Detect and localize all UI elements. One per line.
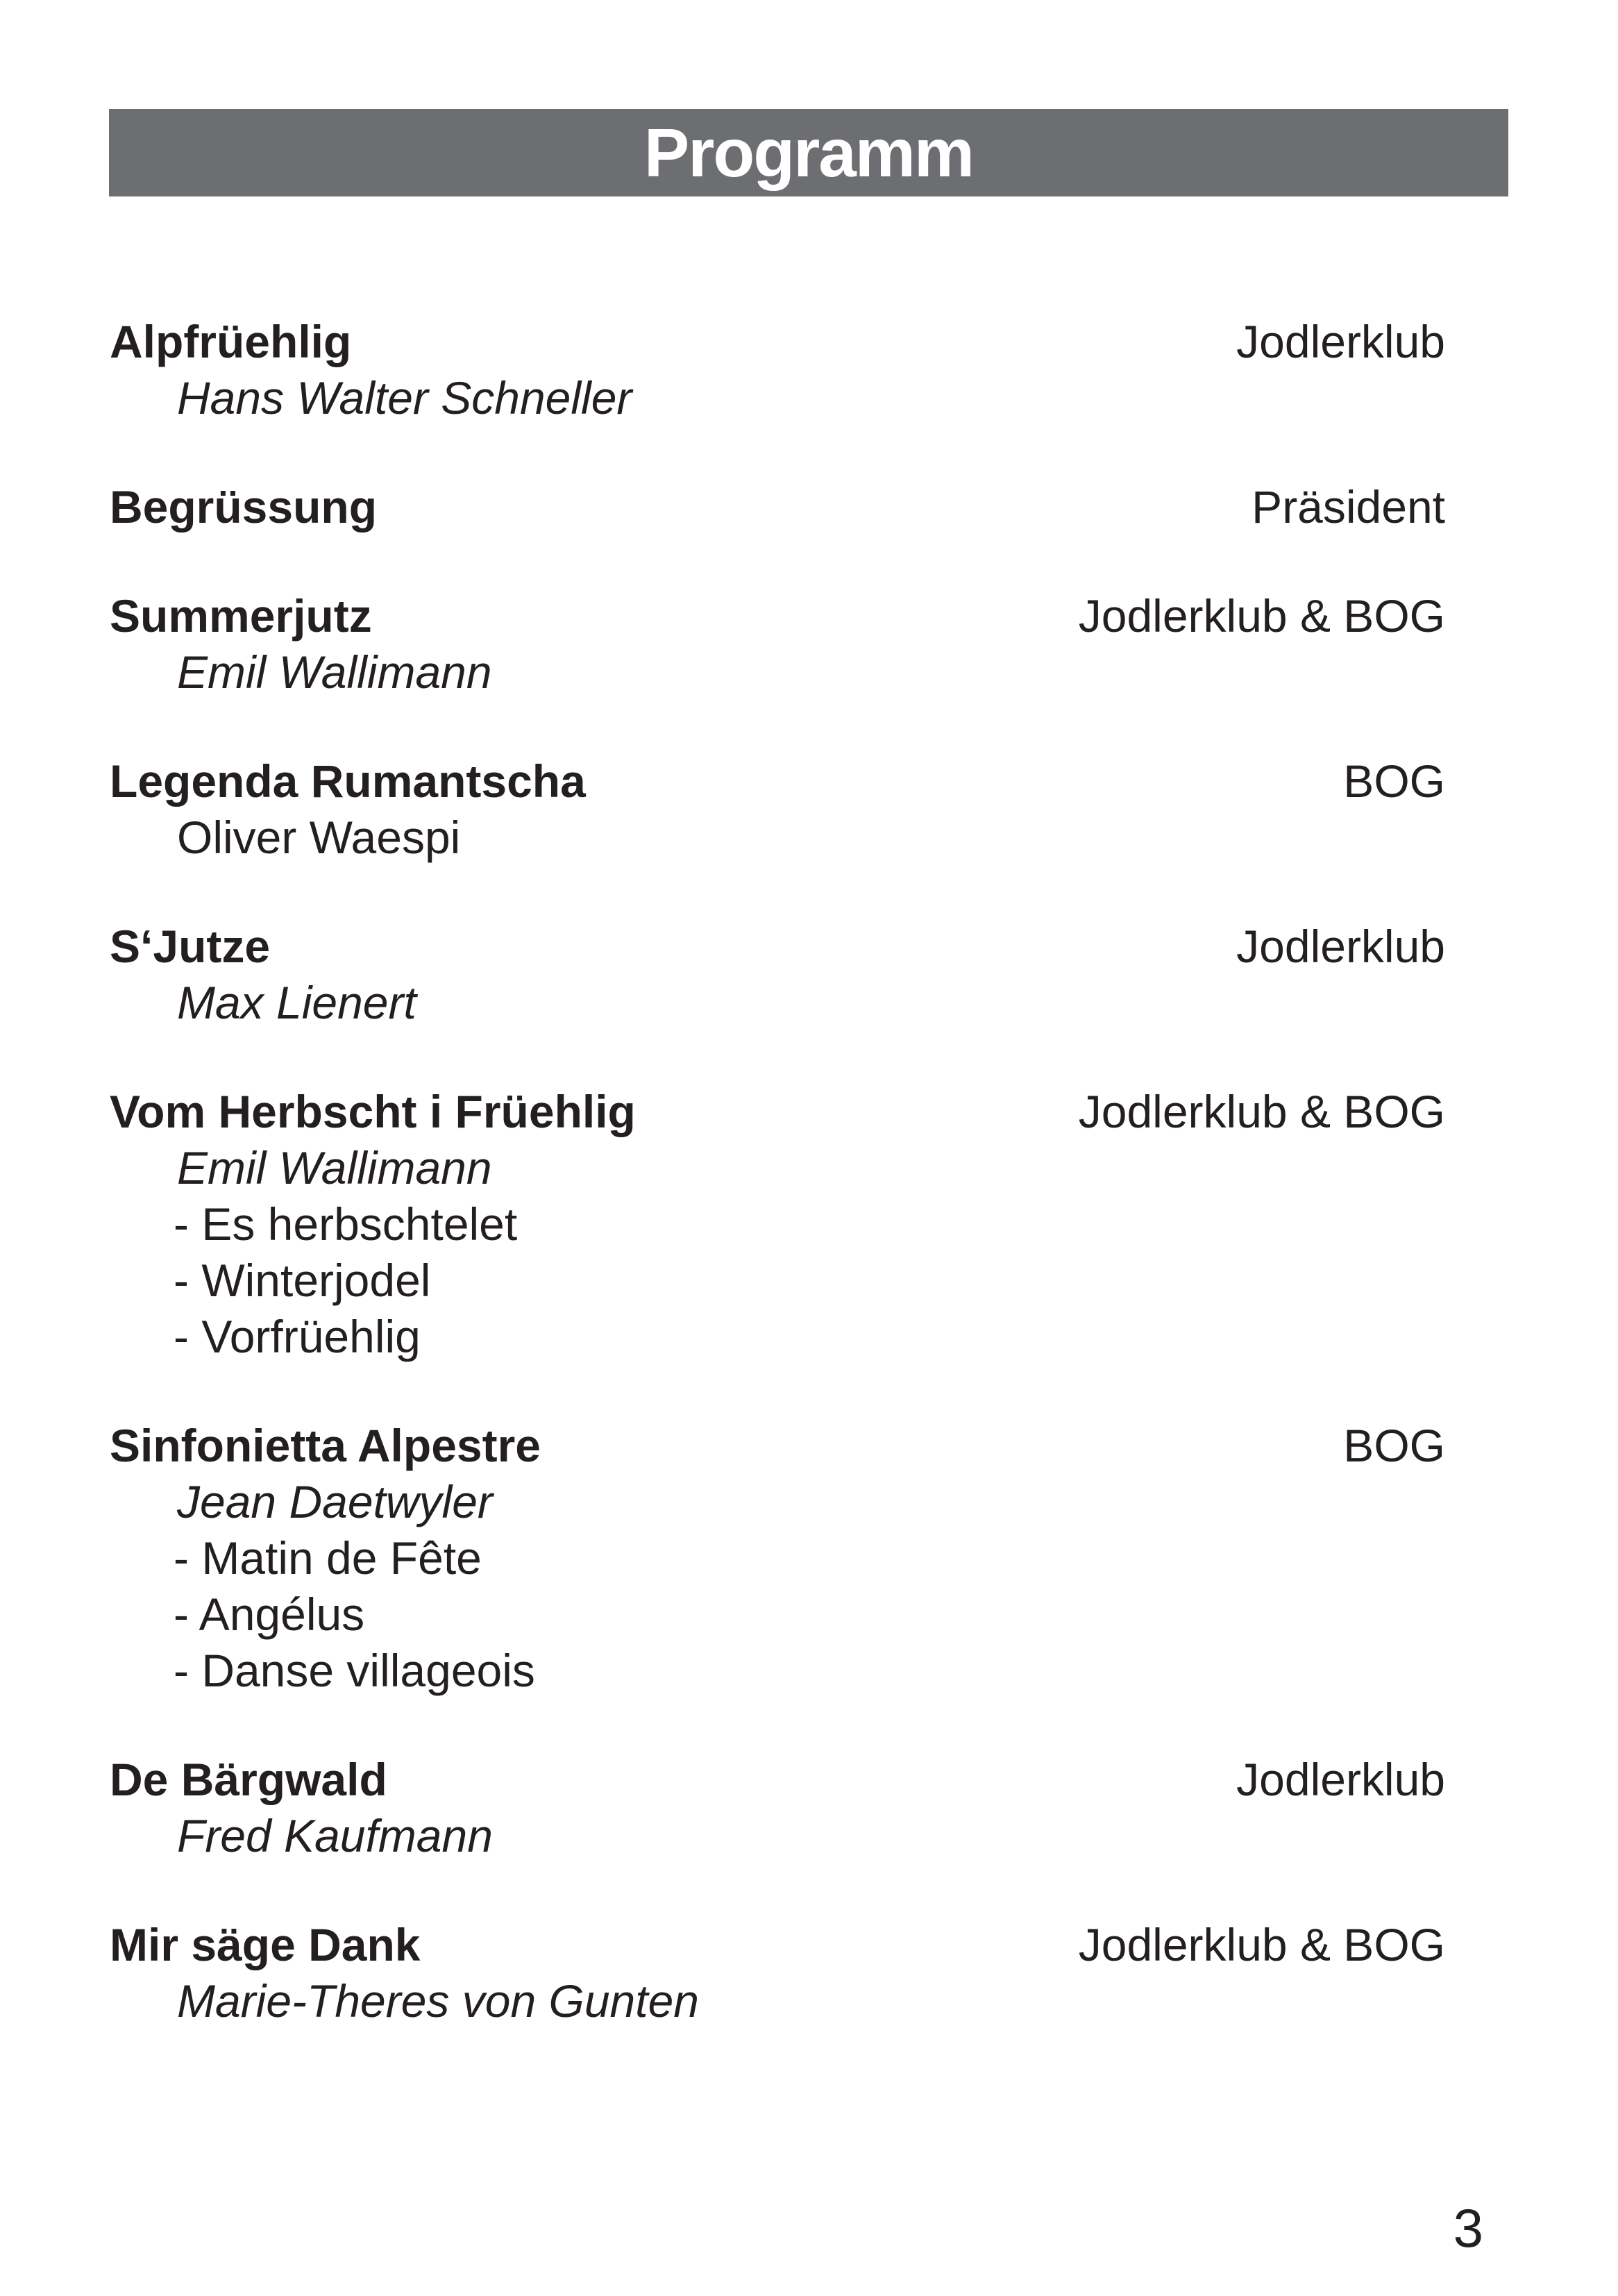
- composer-name: Emil Wallimann: [177, 1142, 492, 1193]
- program-item: [110, 919, 1445, 1031]
- piece-title: Begrüssung: [110, 481, 378, 533]
- program-item: [110, 1752, 1445, 1864]
- movement-line: - Vorfrüehlig: [174, 1311, 421, 1362]
- performer-label: BOG: [1343, 755, 1445, 807]
- performer-label: Jodlerklub & BOG: [1078, 1086, 1445, 1137]
- program-item: [110, 314, 1445, 426]
- program-item: [110, 1917, 1445, 2029]
- title-row: [110, 753, 1445, 810]
- title-row: [110, 1084, 1445, 1140]
- piece-title: S‘Jutze: [110, 921, 271, 972]
- movement-line: - Angélus: [174, 1589, 365, 1640]
- program-item: [110, 753, 1445, 866]
- program-item: [110, 1418, 1445, 1699]
- composer-name: Emil Wallimann: [177, 646, 492, 698]
- title-row: [110, 588, 1445, 644]
- performer-label: Jodlerklub: [1236, 1754, 1445, 1805]
- composer-name: Marie-Theres von Gunten: [177, 1975, 700, 2027]
- performer-label: Jodlerklub & BOG: [1078, 590, 1445, 642]
- composer-name: Oliver Waespi: [177, 812, 461, 863]
- piece-title: Sinfonietta Alpestre: [110, 1420, 541, 1471]
- title-row: [110, 1917, 1445, 1973]
- title-row: [110, 314, 1445, 370]
- program-item: [110, 1084, 1445, 1365]
- performer-label: Präsident: [1252, 481, 1445, 533]
- program-list: [110, 314, 1445, 2029]
- performer-label: BOG: [1343, 1420, 1445, 1471]
- composer-name: Fred Kaufmann: [177, 1810, 493, 1861]
- movement-line: - Es herbschtelet: [174, 1198, 518, 1250]
- page-number: 3: [1453, 2197, 1483, 2259]
- piece-title: Mir säge Dank: [110, 1919, 421, 1970]
- movement-line: - Winterjodel: [174, 1255, 431, 1306]
- performer-label: Jodlerklub: [1236, 921, 1445, 972]
- composer-name: Jean Daetwyler: [177, 1476, 493, 1527]
- title-row: [110, 1752, 1445, 1808]
- composer-name: Hans Walter Schneller: [177, 372, 632, 424]
- composer-name: Max Lienert: [177, 977, 416, 1028]
- title-row: [110, 479, 1445, 535]
- header-bar: [109, 109, 1508, 196]
- piece-title: Alpfrüehlig: [110, 316, 352, 367]
- piece-title: Vom Herbscht i Früehlig: [110, 1086, 636, 1137]
- program-item: [110, 479, 1445, 535]
- piece-title: Legenda Rumantscha: [110, 755, 586, 807]
- movement-line: - Danse villageois: [174, 1645, 535, 1696]
- movement-line: - Matin de Fête: [174, 1532, 482, 1584]
- program-item: [110, 588, 1445, 701]
- performer-label: Jodlerklub: [1236, 316, 1445, 367]
- performer-label: Jodlerklub & BOG: [1078, 1919, 1445, 1970]
- title-row: [110, 1418, 1445, 1474]
- title-row: [110, 919, 1445, 975]
- piece-title: De Bärgwald: [110, 1754, 387, 1805]
- piece-title: Summerjutz: [110, 590, 372, 642]
- page-title: Programm: [643, 115, 974, 191]
